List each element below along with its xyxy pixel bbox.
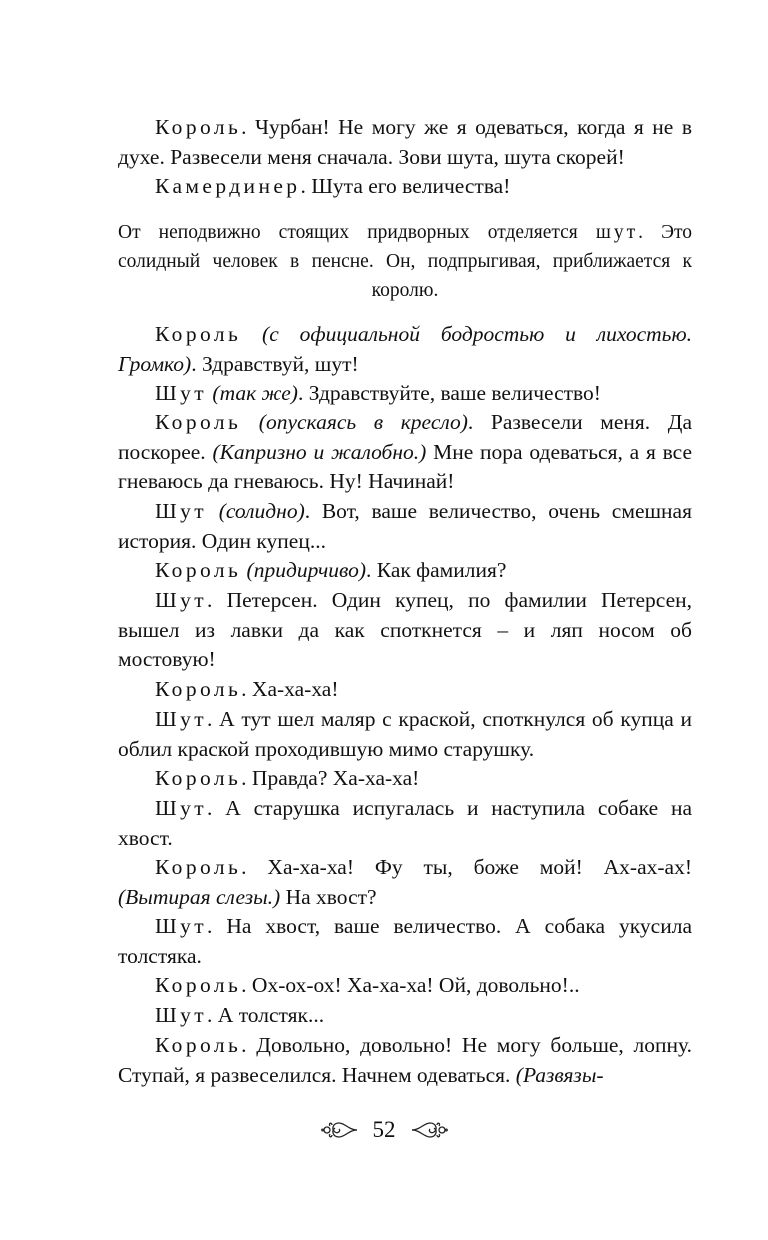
speaker-name: Король (155, 410, 242, 434)
stage-direction-inline: (Вытирая слезы.) (118, 884, 281, 909)
stage-direction-inline: (придирчиво) (241, 558, 367, 582)
stage-direction (118, 218, 692, 305)
dialogue-line (118, 853, 692, 912)
dialogue-line (118, 675, 692, 705)
speech-text: . Здравствуй, шут! (191, 351, 359, 376)
dialogue-line (118, 172, 692, 202)
dialogue-line (118, 408, 692, 497)
book-page (118, 0, 692, 1240)
speaker-name: Король (155, 322, 242, 346)
speech-text: . А старушка испугалась и наступила собаке на хвост. (118, 796, 692, 850)
dialogue-line (118, 912, 692, 971)
speech-text: . Ха-ха-ха! Фу ты, боже мой! Ах-ах-ах! (241, 855, 692, 879)
speech-text: . Чурбан! Не могу же я одеваться, когда я не в духе. Развесели меня сначала. Зови шута, шута скорей! (118, 115, 692, 169)
stage-text: . Это солидный человек в пенсне. Он, подпрыгивая, приближается к королю. (118, 222, 692, 301)
dialogue-line (118, 556, 692, 586)
stage-direction-inline: (с официальной бодростью и лихостью. Громко) (118, 322, 692, 376)
speech-text: . Шута его величества! (300, 174, 511, 198)
speech-text: . Здравствуйте, ваше величество! (297, 381, 601, 405)
speaker-name: Король (155, 115, 242, 139)
dialogue-line (118, 320, 692, 379)
speaker-name: Шут (155, 588, 208, 612)
speech-text: На хвост? (280, 884, 377, 909)
dialogue-line (118, 586, 692, 675)
speaker-name: Король (155, 973, 242, 997)
speech-text: . А толстяк... (207, 1003, 325, 1027)
floral-ornament-icon (319, 1117, 359, 1143)
character-name: шут (595, 222, 639, 243)
speaker-name: Король (155, 677, 242, 701)
floral-ornament-icon (410, 1117, 450, 1143)
speaker-name: Шут (155, 1003, 208, 1027)
dialogue-line (118, 1001, 692, 1031)
speaker-name: Шут (155, 381, 208, 405)
dialogue-line (118, 379, 692, 409)
speech-text: . На хвост, ваше величество. А собака укусила толстяка. (118, 914, 692, 968)
speech-text: . Петерсен. Один купец, по фамилии Петерсен, вышел из лавки да как споткнется – и ляп носом об мостовую! (118, 588, 692, 671)
stage-direction-inline: (Капризно и жалобно.) (212, 439, 427, 464)
speaker-name: Король (155, 558, 242, 582)
dialogue-line (118, 705, 692, 764)
stage-direction-inline: (солидно) (207, 499, 305, 523)
speech-text: . Ох-ох-ох! Ха-ха-ха! Ой, довольно!.. (241, 973, 580, 997)
dialogue-line (118, 497, 692, 556)
speech-text: . Вот, ваше величество, очень смешная история. Один купец... (118, 499, 692, 553)
speaker-name: Шут (155, 707, 208, 731)
dialogue-line (118, 764, 692, 794)
stage-direction-inline: (Развязы- (515, 1062, 604, 1087)
speaker-name: Камердинер (155, 174, 301, 198)
speech-text: . Ха-ха-ха! (241, 677, 339, 701)
speech-text: . Правда? Ха-ха-ха! (241, 766, 420, 790)
dialogue-line (118, 971, 692, 1001)
dialogue-line (118, 794, 692, 853)
speech-text: Мне пора одеваться, а я все гневаюсь да гневаюсь. Ну! Начинай! (118, 439, 692, 493)
stage-direction-inline: (так же) (207, 381, 298, 405)
speaker-name: Шут (155, 796, 208, 820)
dialogue-line (118, 113, 692, 172)
stage-text: От неподвижно стоящих придворных отделяется (118, 222, 596, 243)
speaker-name: Король (155, 855, 242, 879)
speech-text: . Как фамилия? (366, 558, 507, 582)
speech-text: . Развесели меня. Да поскорее. (118, 410, 692, 464)
page-number: 52 (372, 1117, 396, 1142)
speaker-name: Король (155, 1033, 242, 1057)
stage-direction-inline: (опускаясь в кресло) (241, 410, 468, 434)
speaker-name: Король (155, 766, 242, 790)
speaker-name: Шут (155, 914, 208, 938)
speaker-name: Шут (155, 499, 208, 523)
page-footer (0, 1110, 768, 1150)
dialogue-line (118, 1031, 692, 1090)
speech-text: . Довольно, довольно! Не могу больше, лопну. Ступай, я развеселился. Начнем одеваться. (118, 1033, 692, 1087)
speech-text: . А тут шел маляр с краской, споткнулся об купца и облил краской проходившую мимо старушку. (118, 707, 692, 761)
